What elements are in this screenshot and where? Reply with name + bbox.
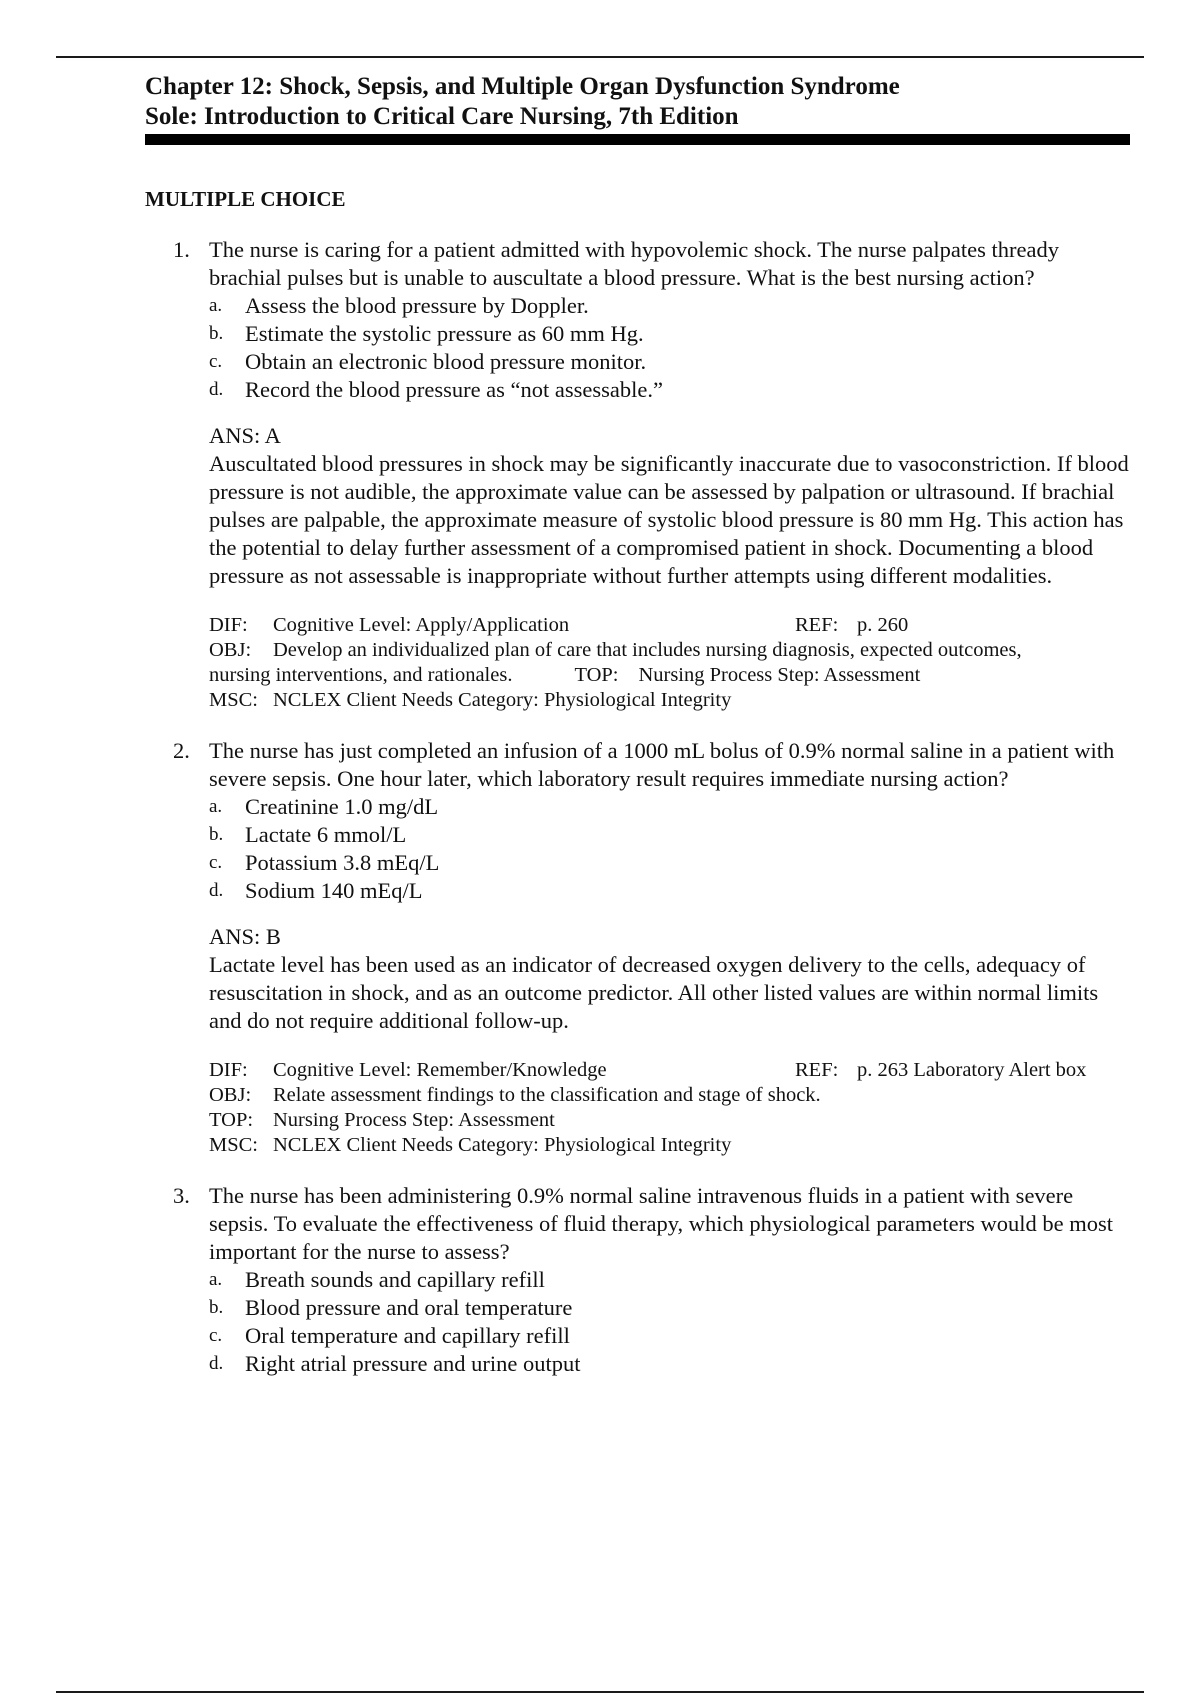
meta-obj-cont-row [209, 663, 1135, 688]
option-letter: d. [209, 379, 224, 400]
ref-group [795, 1058, 1086, 1083]
option-a [209, 292, 1135, 320]
msc-label: MSC: [209, 689, 258, 711]
question-2 [145, 737, 1135, 1158]
obj-value: Relate assessment findings to the classification and stage of shock. [273, 1084, 821, 1106]
option-letter: d. [209, 1353, 224, 1374]
chapter-title-line: Chapter 12: Shock, Sepsis, and Multiple Organ Dysfunction Syndrome [145, 73, 900, 100]
question-number: 1. [173, 237, 190, 262]
question-1 [145, 236, 1135, 713]
top-group [574, 663, 920, 688]
option-text: Obtain an electronic blood pressure monitor. [245, 349, 647, 374]
option-letter: b. [209, 1297, 224, 1318]
page-top-rule [56, 56, 1144, 58]
option-text: Lactate 6 mmol/L [245, 822, 407, 847]
option-a [209, 1266, 1135, 1294]
dif-value: Cognitive Level: Remember/Knowledge [273, 1059, 607, 1081]
option-text: Assess the blood pressure by Doppler. [245, 293, 589, 318]
option-b [209, 821, 1135, 849]
meta-msc-row [209, 688, 1135, 713]
option-letter: a. [209, 1269, 223, 1290]
dif-label: DIF: [209, 614, 248, 636]
document-page [145, 72, 1135, 1378]
top-label: TOP: [574, 664, 619, 686]
answer-key: ANS: B [209, 924, 281, 949]
option-d [209, 1350, 1135, 1378]
chapter-title [145, 72, 1135, 132]
answer-options [209, 793, 1135, 905]
option-text: Right atrial pressure and urine output [245, 1351, 581, 1376]
question-number: 2. [173, 738, 190, 763]
rationale: Lactate level has been used as an indicator of decreased oxygen delivery to the cells, adequacy of resuscitation in shock, and as an outcome predictor. All other listed values are within normal limits and do not require additional follow-up. [209, 952, 1099, 1033]
option-b [209, 1294, 1135, 1322]
dif-value: Cognitive Level: Apply/Application [273, 614, 570, 636]
msc-label: MSC: [209, 1134, 258, 1156]
top-value: Nursing Process Step: Assessment [638, 664, 921, 686]
ref-group [795, 613, 908, 638]
option-text: Sodium 140 mEq/L [245, 878, 423, 903]
option-letter: a. [209, 295, 223, 316]
section-heading: MULTIPLE CHOICE [145, 187, 346, 211]
meta-top-row [209, 1108, 1135, 1133]
question-number: 3. [173, 1183, 190, 1208]
obj-label: OBJ: [209, 639, 252, 661]
option-text: Estimate the systolic pressure as 60 mm Hg. [245, 321, 644, 346]
obj-value: Develop an individualized plan of care that includes nursing diagnosis, expected outcomes, [273, 639, 1022, 661]
obj-value-continued: nursing interventions, and rationales. [209, 664, 513, 686]
question-stem: The nurse has just completed an infusion of a 1000 mL bolus of 0.9% normal saline in a patient with severe sepsis. One hour later, which laboratory result requires immediate nursing action? [209, 738, 1115, 791]
option-letter: c. [209, 1325, 223, 1346]
top-value: Nursing Process Step: Assessment [273, 1109, 555, 1131]
question-metadata [209, 613, 1135, 713]
obj-label: OBJ: [209, 1084, 252, 1106]
ref-label: REF: [795, 614, 839, 636]
question-metadata [209, 1058, 1135, 1158]
option-letter: c. [209, 351, 223, 372]
option-c [209, 849, 1135, 877]
msc-value: NCLEX Client Needs Category: Physiological Integrity [273, 1134, 732, 1156]
option-letter: d. [209, 880, 224, 901]
question-3 [145, 1182, 1135, 1378]
ref-value: p. 263 Laboratory Alert box [857, 1059, 1087, 1081]
answer-key: ANS: A [209, 423, 281, 448]
meta-dif-row [209, 1058, 1135, 1083]
option-letter: a. [209, 796, 223, 817]
option-a [209, 793, 1135, 821]
question-stem: The nurse is caring for a patient admitted with hypovolemic shock. The nurse palpates thready brachial pulses but is unable to auscultate a blood pressure. What is the best nursing action? [209, 237, 1059, 290]
ref-value: p. 260 [857, 614, 909, 636]
option-d [209, 877, 1135, 905]
ref-label: REF: [795, 1059, 839, 1081]
option-letter: b. [209, 824, 224, 845]
answer-block [209, 422, 1135, 590]
option-text: Blood pressure and oral temperature [245, 1295, 573, 1320]
meta-obj-row [209, 1083, 1135, 1108]
top-label: TOP: [209, 1109, 254, 1131]
option-text: Creatinine 1.0 mg/dL [245, 794, 439, 819]
answer-options [209, 292, 1135, 404]
option-d [209, 376, 1135, 404]
rationale: Auscultated blood pressures in shock may be significantly inaccurate due to vasoconstriction. If blood pressure is not audible, the approximate value can be assessed by palpation or ultrasound. If brachial pulses are palpable, the approximate measure of systolic blood pressure is 80 mm Hg. This action has the potential to delay further assessment of a compromised patient in shock. Documenting a blood pressure as not assessable is inappropriate without further attempts using different modalities. [209, 451, 1129, 588]
option-letter: c. [209, 852, 223, 873]
meta-msc-row [209, 1133, 1135, 1158]
msc-value: NCLEX Client Needs Category: Physiological Integrity [273, 689, 732, 711]
meta-dif-row [209, 613, 1135, 638]
option-text: Record the blood pressure as “not assessable.” [245, 377, 663, 402]
dif-label: DIF: [209, 1059, 248, 1081]
page-bottom-rule [56, 1691, 1144, 1693]
question-stem: The nurse has been administering 0.9% normal saline intravenous fluids in a patient with severe sepsis. To evaluate the effectiveness of fluid therapy, which physiological parameters would be most important for the nurse to assess? [209, 1183, 1114, 1264]
answer-block [209, 923, 1135, 1035]
option-text: Breath sounds and capillary refill [245, 1267, 545, 1292]
meta-obj-row [209, 638, 1135, 663]
option-text: Potassium 3.8 mEq/L [245, 850, 440, 875]
option-b [209, 320, 1135, 348]
option-text: Oral temperature and capillary refill [245, 1323, 570, 1348]
header-bar [145, 134, 1130, 145]
book-title-line: Sole: Introduction to Critical Care Nursing, 7th Edition [145, 103, 739, 130]
option-letter: b. [209, 323, 224, 344]
answer-options [209, 1266, 1135, 1378]
option-c [209, 348, 1135, 376]
option-c [209, 1322, 1135, 1350]
